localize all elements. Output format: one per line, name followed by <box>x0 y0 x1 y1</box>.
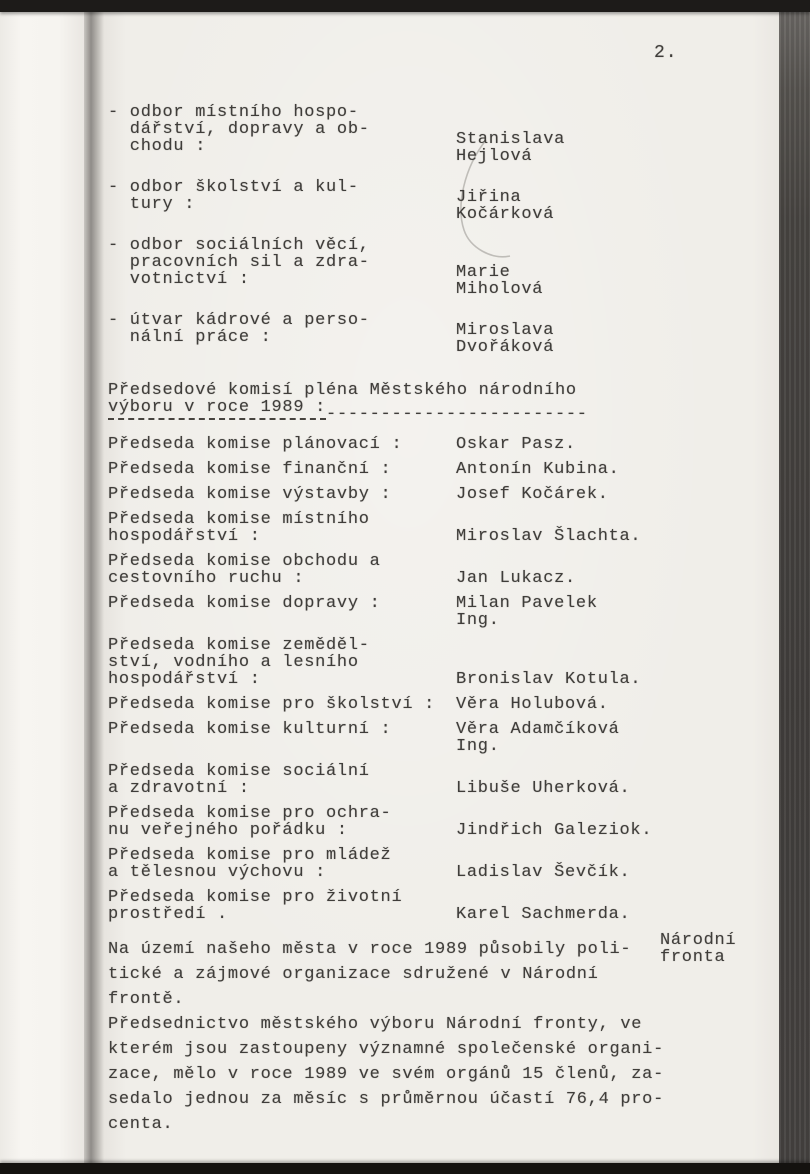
committee-entry <box>108 553 768 587</box>
committee-entry <box>108 763 768 797</box>
department-label: - odbor místního hospo- dářství, dopravy a ob- chodu : <box>108 103 370 156</box>
committee-entry <box>108 721 768 755</box>
committee-chairman-name: Věra Holubová. <box>456 695 609 714</box>
committee-entry <box>108 889 768 923</box>
section-heading-line2 <box>108 398 768 424</box>
department-entry <box>108 311 768 357</box>
margin-note: Národní fronta <box>660 931 737 967</box>
committee-entry <box>108 696 768 713</box>
department-entry <box>108 236 768 299</box>
page-content <box>108 104 768 1137</box>
committee-chairman-name: Josef Kočárek. <box>456 485 609 504</box>
committee-label: Předseda komise pro školství : <box>108 695 436 714</box>
department-label: - odbor sociálních věcí, pracovních sil a zdra- votnictví : <box>108 236 370 289</box>
page-number: 2. <box>654 43 678 63</box>
committee-entry <box>108 486 768 503</box>
committee-entry <box>108 637 768 688</box>
committee-chairman-name: Věra Adamčíková Ing. <box>456 720 620 756</box>
narodni-fronta-paragraph: Na území našeho města v roce 1989 působily poli- tické a zájmové organizace sdružené v Národní frontě. Předsednictvo městského výboru Národní fronty, ve kterém jsou zastoupeny významné společenské organi- zace, mělo v roce 1989 ve svém orgánů 15 členů, za- sedalo jednou za měsíc s průměrnou účastí 76,4 pro- centa. <box>108 940 664 1134</box>
committee-label: Předseda komise zeměděl- ství, vodního a lesního hospodářství : <box>108 636 370 689</box>
department-entry <box>108 103 768 166</box>
committee-label: Předseda komise finanční : <box>108 460 392 479</box>
department-label: - útvar kádrové a perso- nální práce : <box>108 311 370 347</box>
department-head-name: Stanislava Hejlová <box>456 130 566 166</box>
committee-entry <box>108 511 768 545</box>
section-heading <box>108 381 768 424</box>
committee-chairman-name: Miroslav Šlachta. <box>456 527 642 546</box>
department-head-name: Jiřina Kočárková <box>456 188 555 224</box>
department-head-name: Marie Miholová <box>456 263 544 299</box>
departments-list <box>108 103 768 357</box>
committee-entry <box>108 805 768 839</box>
committee-label: Předseda komise sociální a zdravotní : <box>108 762 370 798</box>
committee-label: Předseda komise výstavby : <box>108 485 392 504</box>
previous-page-edge <box>0 10 84 1163</box>
committee-chairman-name: Oskar Pasz. <box>456 435 576 454</box>
committee-entry <box>108 595 768 629</box>
scan-bottom-border <box>0 1163 810 1174</box>
committee-chairman-name: Ladislav Ševčík. <box>456 863 631 882</box>
committee-chairman-name: Karel Sachmerda. <box>456 905 631 924</box>
committee-chairman-name: Libuše Uherková. <box>456 779 631 798</box>
committees-list <box>108 436 768 923</box>
document-page <box>104 10 779 1163</box>
committee-chairman-name: Jindřich Galeziok. <box>456 821 653 840</box>
section-heading-dashes: ------------------------ <box>326 405 588 424</box>
department-head-name: Miroslava Dvořáková <box>456 321 555 357</box>
committee-label: Předseda komise pro mládež a tělesnou výchovu : <box>108 846 392 882</box>
binding-shadow <box>84 10 104 1163</box>
committee-label: Předseda komise místního hospodářství : <box>108 510 370 546</box>
committee-label: Předseda komise kulturní : <box>108 720 392 739</box>
committee-label: Předseda komise pro životní prostředí . <box>108 888 403 924</box>
department-entry <box>108 178 768 224</box>
committee-label: Předseda komise dopravy : <box>108 594 381 613</box>
committee-label: Předseda komise obchodu a cestovního ruchu : <box>108 552 381 588</box>
committee-chairman-name: Bronislav Kotula. <box>456 670 642 689</box>
committee-entry <box>108 461 768 478</box>
section-heading-line1: Předsedové komisí pléna Městského národního <box>108 381 577 400</box>
committee-label: Předseda komise plánovací : <box>108 435 403 454</box>
scan-top-border <box>0 0 810 12</box>
section-heading-underlined-text: výboru v roce 1989 : <box>108 398 326 420</box>
committee-chairman-name: Jan Lukacz. <box>456 569 576 588</box>
committee-label: Předseda komise pro ochra- nu veřejného pořádku : <box>108 804 392 840</box>
committee-entry <box>108 847 768 881</box>
committee-entry <box>108 436 768 453</box>
committee-chairman-name: Milan Pavelek Ing. <box>456 594 598 630</box>
scanner-background <box>779 0 810 1174</box>
committee-chairman-name: Antonín Kubina. <box>456 460 620 479</box>
department-label: - odbor školství a kul- tury : <box>108 178 359 214</box>
